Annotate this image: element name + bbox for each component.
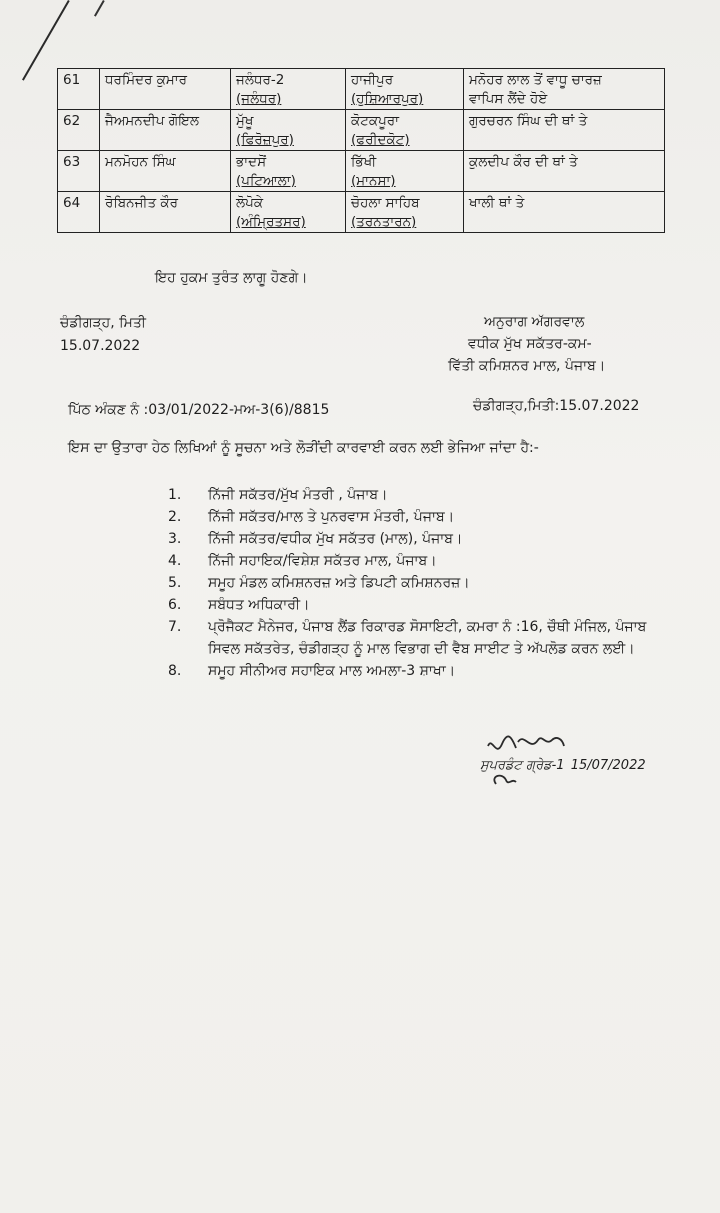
table-row xyxy=(58,151,665,192)
table-row xyxy=(58,69,665,110)
superintendent-label: ਸੁਪਰਡੰਟ ਗ੍ਰੇਡ-1 xyxy=(480,758,565,773)
name-cell: ਜੈਅਮਨਦੀਪ ਗੋਇਲ xyxy=(100,110,231,151)
to-cell: ਭਿੱਖੀ (ਮਾਨਸਾ) xyxy=(346,151,464,192)
list-item: 8. ਸਮੂਹ ਸੀਨੀਅਰ ਸਹਾਇਕ ਮਾਲ ਅਮਲਾ-3 ਸ਼ਾਖਾ। xyxy=(168,663,456,679)
signatory-designation-2: ਵਿੱਤੀ ਕਮਿਸ਼ਨਰ ਮਾਲ, ਪੰਜਾਬ। xyxy=(448,358,606,374)
name-cell: ਧਰਮਿੰਦਰ ਕੁਮਾਰ xyxy=(100,69,231,110)
from-cell: ਭਾਦਸੋਂ (ਪਟਿਆਲਾ) xyxy=(231,151,346,192)
endorsement-number: ਪਿੱਠ ਅੰਕਣ ਨੰ :03/01/2022-ਮਅ-3(6)/8815 xyxy=(68,402,330,418)
remark-cell: ਗੁਰਚਰਨ ਸਿੰਘ ਦੀ ਥਾਂ ਤੇ xyxy=(464,110,665,151)
from-cell: ਲੋਪੋਕੇ (ਅੰਮ੍ਰਿਤਸਰ) xyxy=(231,192,346,233)
list-item: 1. ਨਿੱਜੀ ਸਕੱਤਰ/ਮੁੱਖ ਮੰਤਰੀ , ਪੰਜਾਬ। xyxy=(168,487,388,503)
remark-cell: ਮਨੋਹਰ ਲਾਲ ਤੋਂ ਵਾਧੂ ਚਾਰਜ਼ ਵਾਪਿਸ ਲੈਂਦੇ ਹੋਏ xyxy=(464,69,665,110)
copy-list xyxy=(168,484,668,682)
to-cell: ਹਾਜੀਪੁਰ (ਹੁਸ਼ਿਆਰਪੁਰ) xyxy=(346,69,464,110)
endorsement-date: ਚੰਡੀਗੜ੍ਹ,ਮਿਤੀ:15.07.2022 xyxy=(473,398,640,414)
sign-date: 15/07/2022 xyxy=(570,758,646,773)
place-date-value: 15.07.2022 xyxy=(60,338,141,354)
remark-cell: ਖਾਲੀ ਥਾਂ ਤੇ xyxy=(464,192,665,233)
fold-line xyxy=(94,0,105,17)
place-date-label: ਚੰਡੀਗੜ੍ਹ, ਮਿਤੀ xyxy=(60,315,147,331)
to-cell: ਕੋਟਕਪੂਰਾ (ਫਰੀਦਕੋਟ) xyxy=(346,110,464,151)
serial-cell: 62 xyxy=(58,110,100,151)
list-item: 4. ਨਿੱਜੀ ਸਹਾਇਕ/ਵਿਸ਼ੇਸ਼ ਸਕੱਤਰ ਮਾਲ, ਪੰਜਾਬ। xyxy=(168,553,437,569)
order-note: ਇਹ ਹੁਕਮ ਤੁਰੰਤ ਲਾਗੂ ਹੋਣਗੇ। xyxy=(155,270,308,286)
list-item: 2. ਨਿੱਜੀ ਸਕੱਤਰ/ਮਾਲ ਤੇ ਪੁਨਰਵਾਸ ਮੰਤਰੀ, ਪੰਜਾਬ। xyxy=(168,509,455,525)
table-row xyxy=(58,192,665,233)
list-item: 6. ਸਬੰਧਤ ਅਧਿਕਾਰੀ। xyxy=(168,597,310,613)
transfer-table xyxy=(57,68,665,233)
serial-cell: 61 xyxy=(58,69,100,110)
table-row xyxy=(58,110,665,151)
signatory-name: ਅਨੁਰਾਗ ਅੱਗਰਵਾਲ xyxy=(484,314,585,330)
list-item: 5. ਸਮੂਹ ਮੰਡਲ ਕਮਿਸ਼ਨਰਜ਼ ਅਤੇ ਡਿਪਟੀ ਕਮਿਸ਼ਨਰਜ਼। xyxy=(168,575,470,591)
list-item: 7. ਪ੍ਰੋਜੈਕਟ ਮੈਨੇਜਰ, ਪੰਜਾਬ ਲੈਂਡ ਰਿਕਾਰਡ ਸੋਸਾਇਟੀ, ਕਮਰਾ ਨੰ :16, ਚੌਥੀ ਮੰਜਿਲ, ਪੰਜਾਬ ਸਿਵਲ ਸਕੱਤਰੇਤ, ਚੰਡੀਗੜ੍ਹ ਨੂੰ ਮਾਲ ਵਿਭਾਗ ਦੀ ਵੈਬ ਸਾਈਟ ਤੇ ਅੱਪਲੋਡ ਕਰਨ ਲਈ। xyxy=(168,619,647,657)
serial-cell: 64 xyxy=(58,192,100,233)
name-cell: ਰੋਬਿਨਜੀਤ ਕੌਰ xyxy=(100,192,231,233)
copy-intro: ਇਸ ਦਾ ਉਤਾਰਾ ਹੇਠ ਲਿਖਿਆਂ ਨੂੰ ਸੂਚਨਾ ਅਤੇ ਲੋੜੀਂਦੀ ਕਾਰਵਾਈ ਕਰਨ ਲਈ ਭੇਜਿਆ ਜਾਂਦਾ ਹੈ:- xyxy=(68,440,539,456)
superintendent-signature xyxy=(482,728,662,798)
signatory-designation-1: ਵਧੀਕ ਮੁੱਖ ਸਕੱਤਰ-ਕਮ- xyxy=(468,336,592,352)
from-cell: ਜਲੰਧਰ-2 (ਜਲੰਧਰ) xyxy=(231,69,346,110)
remark-cell: ਕੁਲਦੀਪ ਕੌਰ ਦੀ ਥਾਂ ਤੇ xyxy=(464,151,665,192)
list-item: 3. ਨਿੱਜੀ ਸਕੱਤਰ/ਵਧੀਕ ਮੁੱਖ ਸਕੱਤਰ (ਮਾਲ), ਪੰਜਾਬ। xyxy=(168,531,463,547)
to-cell: ਚੋਹਲਾ ਸਾਹਿਬ (ਤਰਨਤਾਰਨ) xyxy=(346,192,464,233)
serial-cell: 63 xyxy=(58,151,100,192)
name-cell: ਮਨਮੋਹਨ ਸਿੰਘ xyxy=(100,151,231,192)
from-cell: ਮੁੱਖੂ (ਫਿਰੋਜ਼ਪੁਰ) xyxy=(231,110,346,151)
